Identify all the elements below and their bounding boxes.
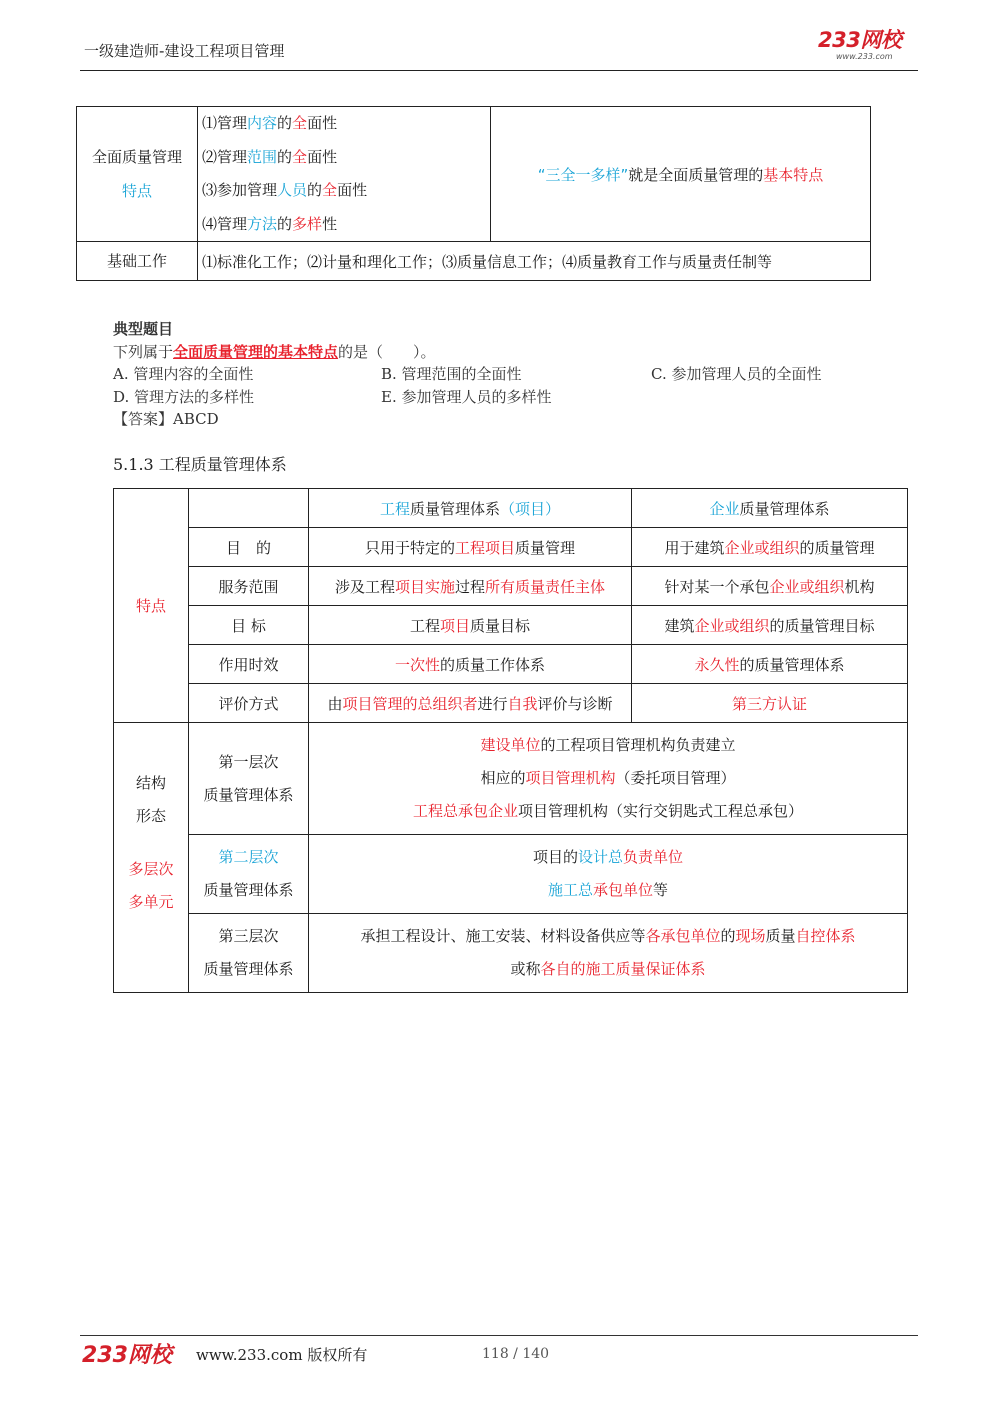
row-label [77,107,198,242]
table-row [114,567,908,606]
option-d: D. 管理方法的多样性 [113,387,255,406]
brand-logo-text: 233网校 [818,28,902,52]
brand-logo-url: www.233.com [836,52,893,61]
quality-management-system-table [113,488,908,993]
table-row [114,606,908,645]
table-header-row [114,489,908,528]
row-label: 服务范围 [189,567,309,606]
table-row [114,914,908,993]
column-header-project: 工程质量管理体系（项目） [309,489,632,528]
basic-work-content: ⑴标准化工作；⑵计量和理化工作；⑶质量信息工作；⑷质量教育工作与质量责任制等 [198,242,871,281]
features-list [198,107,491,242]
column-header-enterprise: 企业质量管理体系 [632,489,908,528]
brand-logo[interactable] [818,28,918,62]
level-label: 第三层次 质量管理体系 [189,914,309,993]
list-item: ⑴管理内容的全面性 [202,114,338,132]
features-summary: “三全一多样”就是全面质量管理的基本特点 [491,107,871,242]
document-header-title: 一级建造师-建设工程项目管理 [84,42,285,60]
row-label-text: 全面质量管理 [91,148,182,166]
list-item: ⑷管理方法的多样性 [202,214,338,233]
level-content: 建设单位的工程项目管理机构负责建立 相应的项目管理机构（委托项目管理） 工程总承包企业项目管理机构（实行交钥匙式工程总承包） [309,723,908,835]
project-cell: 涉及工程项目实施过程所有质量责任主体 [309,567,632,606]
row-label: 评价方式 [189,684,309,723]
row-label: 作用时效 [189,645,309,684]
enterprise-cell: 针对某一个承包企业或组织机构 [632,567,908,606]
answer: 【答案】ABCD [113,410,219,428]
table-row [114,528,908,567]
option-e: E. 参加管理人员的多样性 [381,387,552,406]
option-b: B. 管理范围的全面性 [381,365,522,383]
project-cell: 一次性的质量工作体系 [309,645,632,684]
table-row [77,242,871,281]
table-row [114,645,908,684]
quality-management-features-table [76,106,871,281]
typical-question [113,318,822,431]
level-content: 项目的设计总负责单位 施工总承包单位等 [309,835,908,914]
row-label: 目 的 [189,528,309,567]
question-heading: 典型题目 [113,320,174,338]
table-row [77,107,871,242]
row-label: 目 标 [189,606,309,645]
project-cell: 只用于特定的工程项目质量管理 [309,528,632,567]
table-row [114,684,908,723]
row-label: 基础工作 [77,242,198,281]
header-empty [189,489,309,528]
header-divider [80,70,918,71]
level-label: 第二层次 质量管理体系 [189,835,309,914]
enterprise-cell: 第三方认证 [632,684,908,723]
row-label-text: 特点 [121,182,152,200]
question-stem: 下列属于全面质量管理的基本特点的是（ ）。 [113,342,436,361]
enterprise-cell: 用于建筑企业或组织的质量管理 [632,528,908,567]
list-item: ⑶参加管理人员的全面性 [202,181,368,199]
level-label: 第一层次 质量管理体系 [189,723,309,835]
table-row [114,835,908,914]
level-content: 承担工程设计、施工安装、材料设备供应等各承包单位的现场质量自控体系 或称各自的施工质量保证体系 [309,914,908,993]
project-cell: 由项目管理的总组织者进行自我评价与诊断 [309,684,632,723]
enterprise-cell: 建筑企业或组织的质量管理目标 [632,606,908,645]
group-label-structure: 结构 形态 多层次 多单元 [114,723,189,993]
footer-logo[interactable]: 233网校 [82,1343,172,1368]
option-c: C. 参加管理人员的全面性 [651,365,822,383]
enterprise-cell: 永久性的质量管理体系 [632,645,908,684]
footer-divider [80,1335,918,1336]
page-number: 118 / 140 [482,1346,550,1362]
list-item: ⑵管理范围的全面性 [202,147,338,166]
group-label-features: 特点 [114,489,189,723]
project-cell: 工程项目质量目标 [309,606,632,645]
option-a: A. 管理内容的全面性 [113,365,254,383]
table-row [114,723,908,835]
section-title: 5.1.3 工程质量管理体系 [113,455,287,474]
footer-copyright: www.233.com 版权所有 [196,1346,368,1364]
